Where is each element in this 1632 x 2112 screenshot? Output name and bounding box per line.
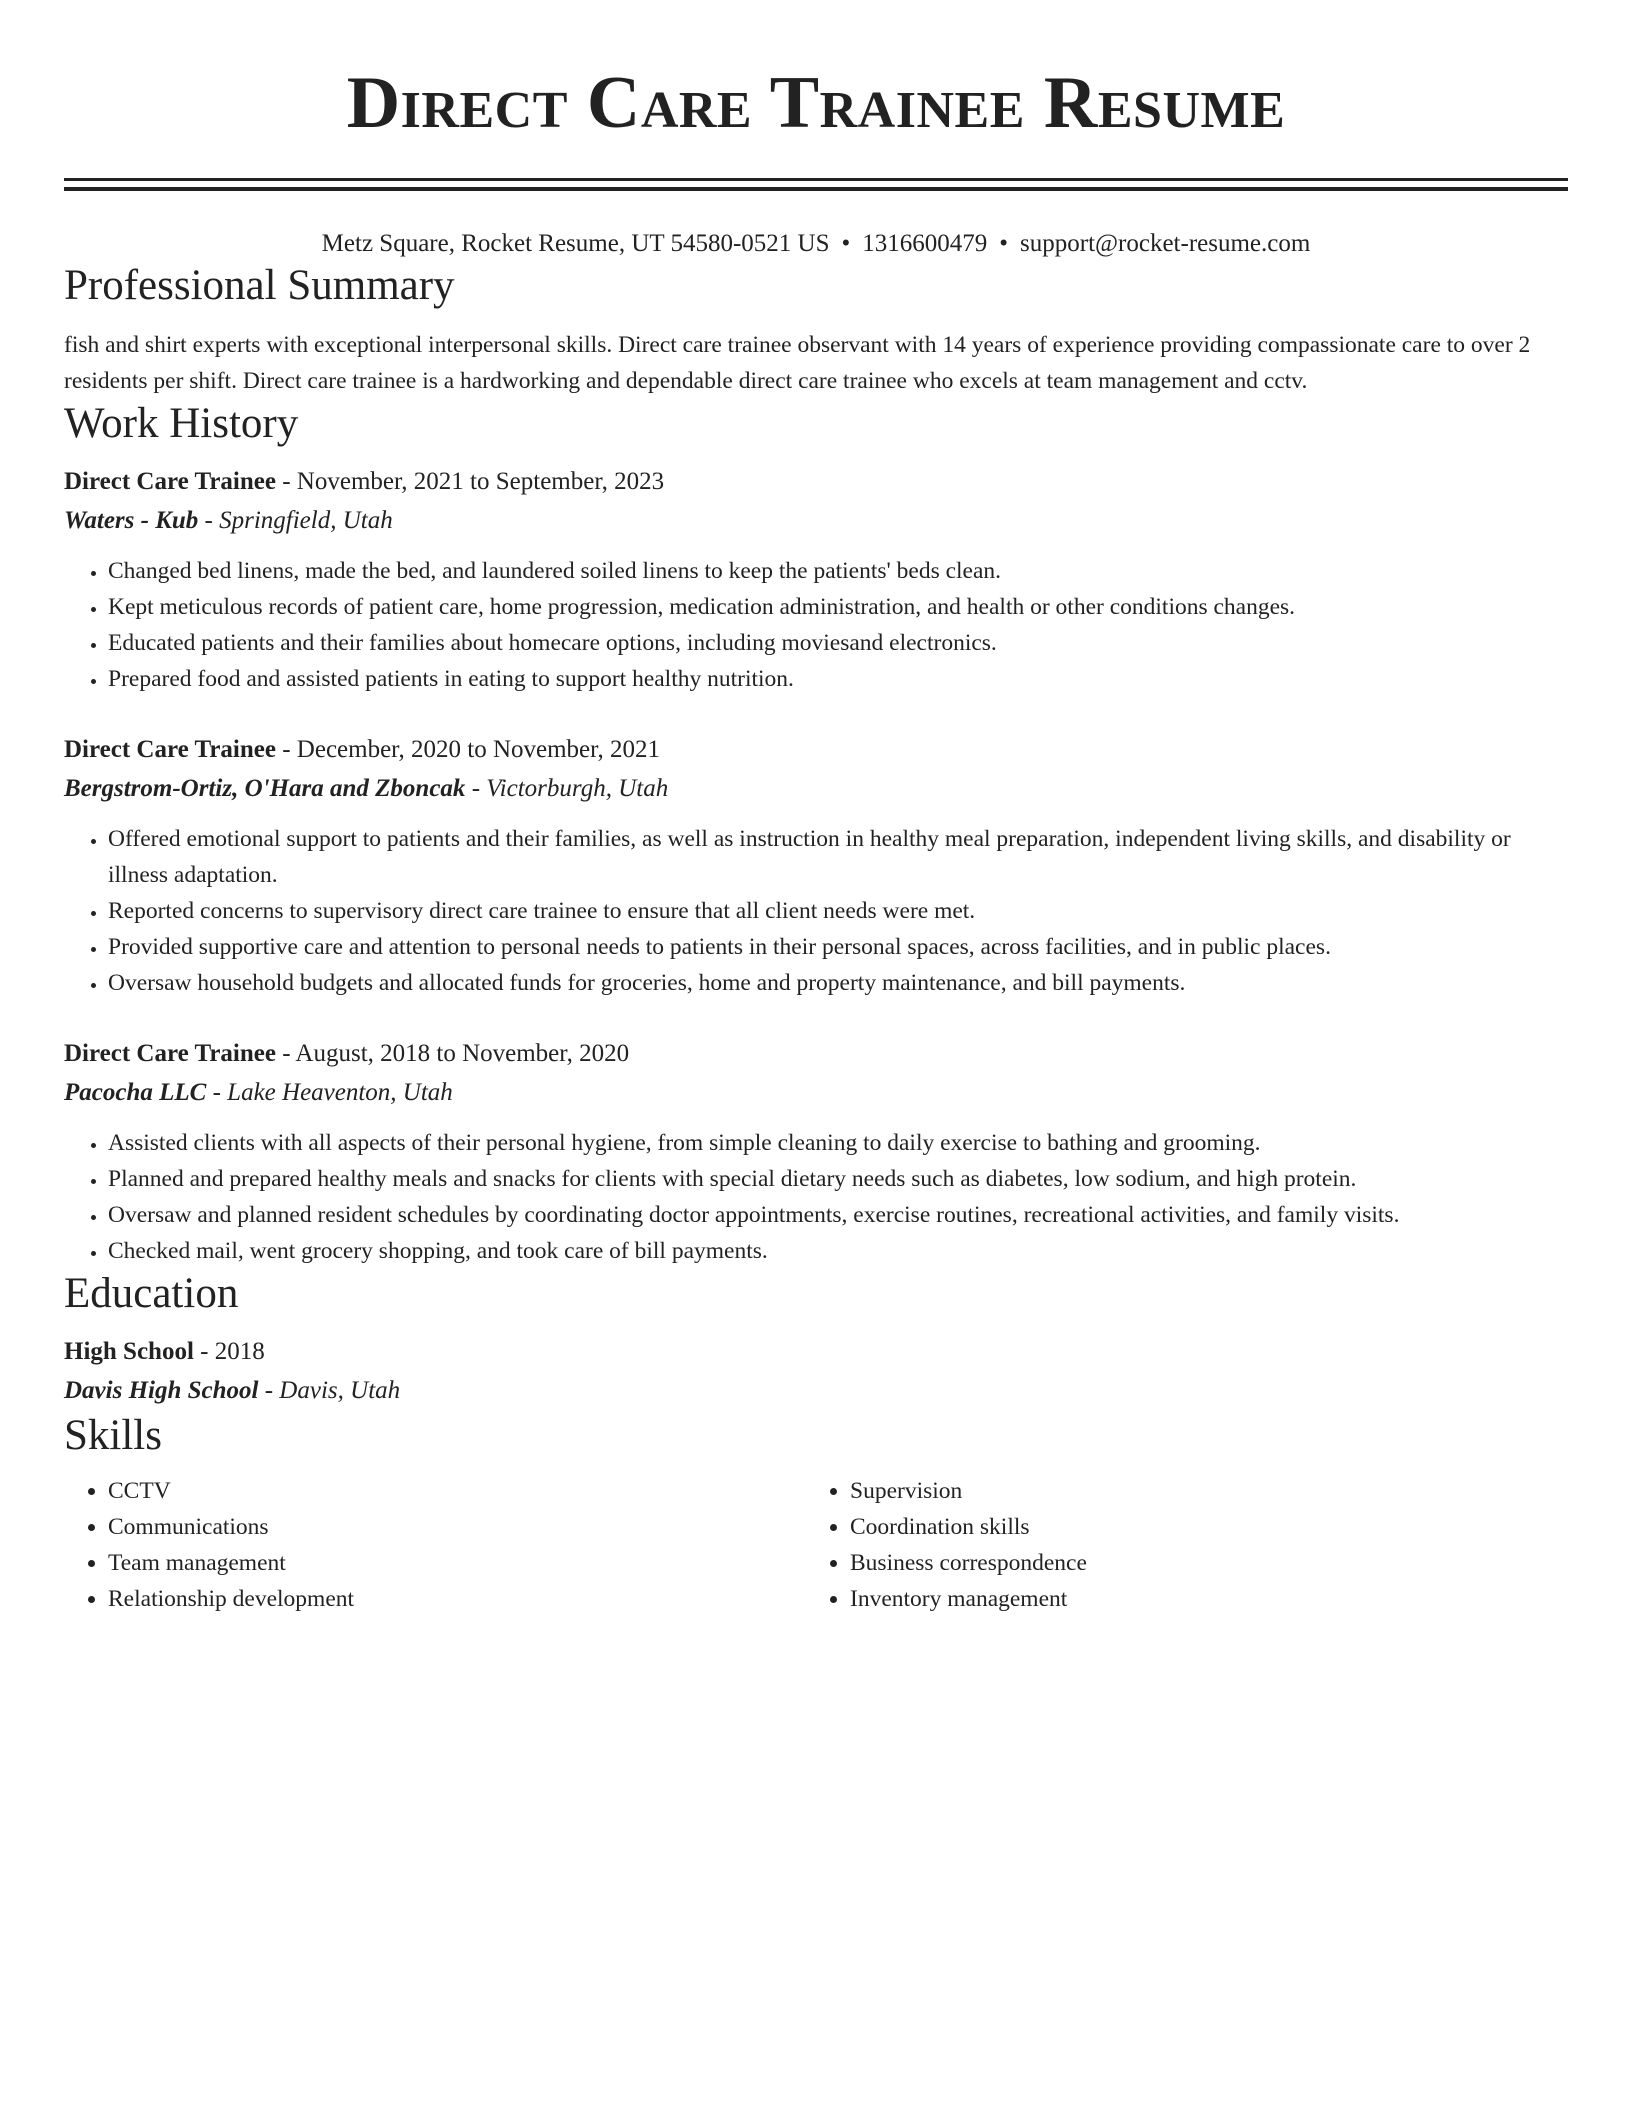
degree-line [64,1333,1568,1371]
education-heading: Education [64,1270,239,1317]
job-duty: • Offered emotional support to patients and their families, as well as instruction in healthy meal preparation, independent living skills, and disability or illness adaptation. [108,821,1568,893]
resume-title: Direct Care Trainee Resume [346,62,1286,144]
job-duty: • Planned and prepared healthy meals and snacks for clients with special dietary needs such as diabetes, low sodium, and high protein. [108,1161,1568,1197]
job-duty: • Reported concerns to supervisory direct care trainee to ensure that all client needs were met. [108,893,1568,929]
degree: High School [64,1338,194,1365]
employer-location: - Victorburgh, Utah [465,775,669,802]
summary-heading: Professional Summary [64,262,455,309]
summary-text: fish and shirt experts with exceptional interpersonal skills. Direct care trainee observant with 14 years of experience providing compassionate care to over 2 residents per shift. Direct care trainee is a hardworking and dependable direct care trainee who excels at team management and cctv. [64,332,1531,394]
job-title: Direct Care Trainee [64,1040,276,1067]
employer-line [64,1073,1568,1113]
job-title-line [64,1035,1568,1073]
job-title-line [64,731,1568,769]
job-dates: - August, 2018 to November, 2020 [275,1040,630,1067]
job-duty: • Educated patients and their families about homecare options, including moviesand electronics. [108,625,1568,661]
employer-name: Pacocha LLC [64,1079,207,1106]
contact-email: support@rocket-resume.com [1020,230,1311,257]
employer-line [64,501,1568,541]
education-entry [64,1333,1568,1411]
contact-separator: • [841,230,851,257]
job-duty: • Oversaw and planned resident schedules by coordinating doctor appointments, exercise routines, recreational activities, and family visits. [108,1197,1568,1233]
skills-columns [64,1473,1568,1617]
employer-line [64,769,1568,809]
job-duty: • Oversaw household budgets and allocated funds for groceries, home and property maintenance, and bill payments. [108,965,1568,1001]
job-duty: • Assisted clients with all aspects of their personal hygiene, from simple cleaning to daily exercise to bathing and grooming. [108,1125,1568,1161]
job-title-line [64,463,1568,501]
job-duties [64,1125,1568,1269]
graduation-year: - 2018 [193,1338,265,1365]
employer-location: - Springfield, Utah [198,507,393,534]
contact-separator: • [999,230,1009,257]
skill-item: • Supervision [850,1473,1548,1509]
job-duty: • Provided supportive care and attention to personal needs to patients in their personal spaces, across facilities, and in public places. [108,929,1568,965]
job-duties [64,821,1568,1001]
skills-list-left [64,1473,806,1617]
contact-phone: 1316600479 [862,230,988,257]
job-entry [64,1035,1568,1269]
job-entry [64,463,1568,697]
school-line [64,1371,1568,1411]
skill-item: • Team management [108,1545,806,1581]
job-entry [64,731,1568,1001]
title-rule-bottom [64,187,1568,191]
school-name: Davis High School [64,1377,259,1404]
job-duties [64,553,1568,697]
job-title: Direct Care Trainee [64,468,276,495]
school-location: - Davis, Utah [258,1377,401,1404]
job-duty: • Prepared food and assisted patients in eating to support healthy nutrition. [108,661,1568,697]
title-rule-top [64,178,1568,181]
employer-name: Bergstrom-Ortiz, O'Hara and Zboncak [64,775,466,802]
employer-location: - Lake Heaventon, Utah [206,1079,453,1106]
job-dates: - December, 2020 to November, 2021 [275,736,660,763]
skills-heading: Skills [64,1412,162,1459]
contact-line [64,227,1568,261]
job-dates: - November, 2021 to September, 2023 [275,468,665,495]
skills-list-right [806,1473,1548,1617]
skill-item: • Business correspondence [850,1545,1548,1581]
skill-item: • Communications [108,1509,806,1545]
job-duty: • Checked mail, went grocery shopping, and took care of bill payments. [108,1233,1568,1269]
employer-name: Waters - Kub [64,507,199,534]
skill-item: • Inventory management [850,1581,1548,1617]
work-history-heading: Work History [64,400,299,447]
job-title: Direct Care Trainee [64,736,276,763]
skill-item: • Relationship development [108,1581,806,1617]
skill-item: • Coordination skills [850,1509,1548,1545]
job-duty: • Changed bed linens, made the bed, and laundered soiled linens to keep the patients' beds clean. [108,553,1568,589]
skill-item: • CCTV [108,1473,806,1509]
contact-address: Metz Square, Rocket Resume, UT 54580-0521 US [321,230,830,257]
job-duty: • Kept meticulous records of patient care, home progression, medication administration, and health or other conditions changes. [108,589,1568,625]
